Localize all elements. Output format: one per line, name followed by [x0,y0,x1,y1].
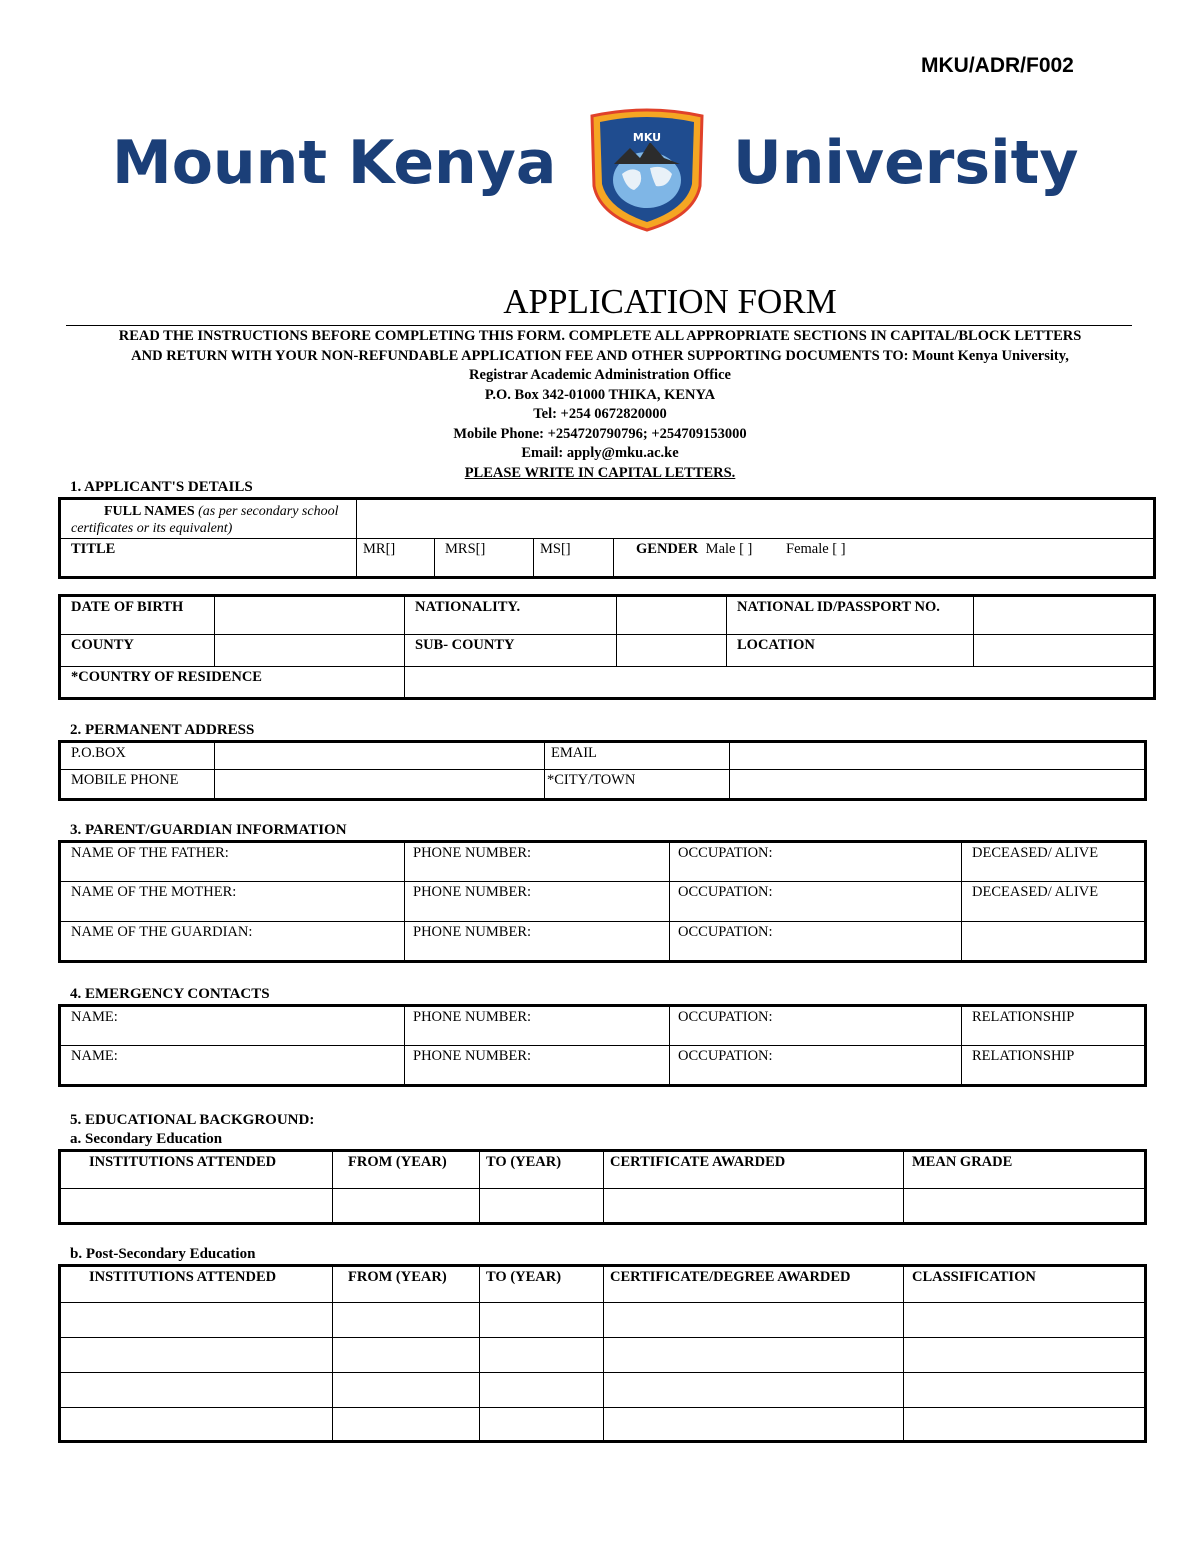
county-label: COUNTY [60,635,215,667]
emergency-phone-field[interactable]: PHONE NUMBER: [405,1046,670,1086]
subsection-heading: a. Secondary Education [70,1131,223,1147]
personal-info-table [58,594,1156,700]
emergency-name-field[interactable]: NAME: [60,1006,405,1046]
sub-county-label: SUB- COUNTY [405,635,617,667]
table-row [60,1408,1146,1442]
post-secondary-education-table [58,1264,1147,1443]
subsection-heading: b. Post-Secondary Education [70,1246,256,1262]
section-heading: 2. PERMANENT ADDRESS [70,722,255,738]
pobox-field[interactable] [215,742,545,770]
national-id-label: NATIONAL ID/PASSPORT NO. [727,596,974,635]
address-email: Email: apply@mku.ac.ke [521,445,679,461]
gender-female-option[interactable]: Female [ ] [786,541,846,557]
logo-text-left: Mount Kenya [112,128,557,198]
table-cell[interactable] [604,1408,904,1442]
mother-occupation-field[interactable]: OCCUPATION: [670,882,962,922]
country-label: *COUNTRY OF RESIDENCE [60,667,405,699]
instructions-line: AND RETURN WITH YOUR NON-REFUNDABLE APPLICATION FEE AND OTHER SUPPORTING DOCUMENTS TO: Mount Kenya University, [131,347,1069,364]
table-cell[interactable] [604,1189,904,1224]
logo-text-right: University [733,128,1079,198]
national-id-field[interactable] [974,596,1155,635]
father-occupation-field[interactable]: OCCUPATION: [670,842,962,882]
table-cell[interactable] [333,1373,480,1408]
applicant-details-table [58,497,1156,579]
emergency-relationship-field[interactable]: RELATIONSHIP [962,1046,1146,1086]
col-to-year: TO (YEAR) [480,1266,604,1303]
table-row [60,1338,1146,1373]
table-cell[interactable] [480,1408,604,1442]
table-cell[interactable] [904,1408,1146,1442]
svg-text:MKU: MKU [632,131,662,144]
table-cell[interactable] [604,1338,904,1373]
emergency-occupation-field[interactable]: OCCUPATION: [670,1046,962,1086]
full-names-field[interactable] [357,499,1155,539]
page-title: APPLICATION FORM [503,282,837,321]
table-row [60,1373,1146,1408]
mobile-phone-field[interactable] [215,770,545,800]
section-heading: 1. APPLICANT'S DETAILS [70,479,253,495]
table-cell[interactable] [904,1373,1146,1408]
full-names-label [60,499,357,539]
table-row [60,1303,1146,1338]
country-field[interactable] [405,667,1155,699]
guardian-name-field[interactable]: NAME OF THE GUARDIAN: [60,922,405,962]
col-certificate: CERTIFICATE AWARDED [604,1151,904,1189]
county-field[interactable] [215,635,405,667]
table-cell[interactable] [333,1189,480,1224]
title-label: TITLE [60,539,357,578]
table-cell[interactable] [904,1338,1146,1373]
guardian-phone-field[interactable]: PHONE NUMBER: [405,922,670,962]
mother-name-field[interactable]: NAME OF THE MOTHER: [60,882,405,922]
table-cell[interactable] [333,1408,480,1442]
dob-label: DATE OF BIRTH [60,596,215,635]
emergency-name-field[interactable]: NAME: [60,1046,405,1086]
section-heading: 3. PARENT/GUARDIAN INFORMATION [70,822,347,838]
parent-guardian-table [58,840,1147,963]
table-cell[interactable] [604,1303,904,1338]
location-label: LOCATION [727,635,974,667]
table-cell[interactable] [604,1373,904,1408]
table-cell[interactable] [60,1408,333,1442]
university-crest-logo [582,108,712,233]
mobile-phone-label: MOBILE PHONE [60,770,215,800]
mother-phone-field[interactable]: PHONE NUMBER: [405,882,670,922]
gender-cell [614,539,1155,578]
address-mobile: Mobile Phone: +254720790796; +254709153000 [453,425,747,442]
dob-field[interactable] [215,596,405,635]
instructions-line: READ THE INSTRUCTIONS BEFORE COMPLETING THIS FORM. COMPLETE ALL APPROPRIATE SECTIONS IN CAPITAL/BLOCK LETTERS [118,328,1082,344]
guardian-extra-field[interactable] [962,922,1146,962]
city-town-label: *CITY/TOWN [545,770,730,800]
col-institutions: INSTITUTIONS ATTENDED [60,1266,333,1303]
title-mrs-option[interactable]: MRS[] [435,539,534,578]
section-heading: 4. EMERGENCY CONTACTS [70,986,270,1002]
email-field[interactable] [730,742,1146,770]
col-institutions: INSTITUTIONS ATTENDED [60,1151,333,1189]
table-cell[interactable] [333,1338,480,1373]
father-name-field[interactable]: NAME OF THE FATHER: [60,842,405,882]
address-tel: Tel: +254 0672820000 [533,406,667,422]
nationality-field[interactable] [617,596,727,635]
full-names-note: (as per secondary school certificates or its equivalent) [71,504,339,536]
col-from-year: FROM (YEAR) [333,1266,480,1303]
table-cell[interactable] [60,1373,333,1408]
emergency-relationship-field[interactable]: RELATIONSHIP [962,1006,1146,1046]
emergency-phone-field[interactable]: PHONE NUMBER: [405,1006,670,1046]
father-phone-field[interactable]: PHONE NUMBER: [405,842,670,882]
gender-male-option[interactable]: Male [ ] [705,541,753,557]
permanent-address-table [58,740,1147,801]
full-names-text: FULL NAMES [104,504,195,519]
table-cell[interactable] [480,1303,604,1338]
secondary-education-table [58,1149,1147,1225]
table-cell[interactable] [904,1303,1146,1338]
email-label: EMAIL [545,742,730,770]
pobox-label: P.O.BOX [60,742,215,770]
capital-letters-notice: PLEASE WRITE IN CAPITAL LETTERS. [464,464,736,481]
col-from-year: FROM (YEAR) [333,1151,480,1189]
col-mean-grade: MEAN GRADE [904,1151,1146,1189]
table-cell[interactable] [480,1338,604,1373]
title-divider [66,325,1132,326]
guardian-occupation-field[interactable]: OCCUPATION: [670,922,962,962]
address-pobox: P.O. Box 342-01000 THIKA, KENYA [484,386,716,403]
instructions-block [60,327,1140,483]
table-row [60,1189,1146,1224]
section-heading: 5. EDUCATIONAL BACKGROUND: [70,1112,315,1128]
emergency-contacts-table [58,1004,1147,1087]
address-office: Registrar Academic Administration Office [469,367,731,383]
table-cell[interactable] [904,1189,1146,1224]
title-ms-option[interactable]: MS[] [534,539,614,578]
table-cell[interactable] [480,1189,604,1224]
table-cell[interactable] [480,1373,604,1408]
nationality-label: NATIONALITY. [405,596,617,635]
table-cell[interactable] [60,1338,333,1373]
father-status-field[interactable]: DECEASED/ ALIVE [962,842,1146,882]
mother-status-field[interactable]: DECEASED/ ALIVE [962,882,1146,922]
table-cell[interactable] [60,1303,333,1338]
table-cell[interactable] [333,1303,480,1338]
title-mr-option[interactable]: MR[] [357,539,435,578]
location-field[interactable] [974,635,1155,667]
gender-label: GENDER [636,541,699,557]
col-certificate-degree: CERTIFICATE/DEGREE AWARDED [604,1266,904,1303]
col-to-year: TO (YEAR) [480,1151,604,1189]
form-code: MKU/ADR/F002 [921,54,1074,77]
emergency-occupation-field[interactable]: OCCUPATION: [670,1006,962,1046]
city-town-field[interactable] [730,770,1146,800]
sub-county-field[interactable] [617,635,727,667]
col-classification: CLASSIFICATION [904,1266,1146,1303]
table-cell[interactable] [60,1189,333,1224]
